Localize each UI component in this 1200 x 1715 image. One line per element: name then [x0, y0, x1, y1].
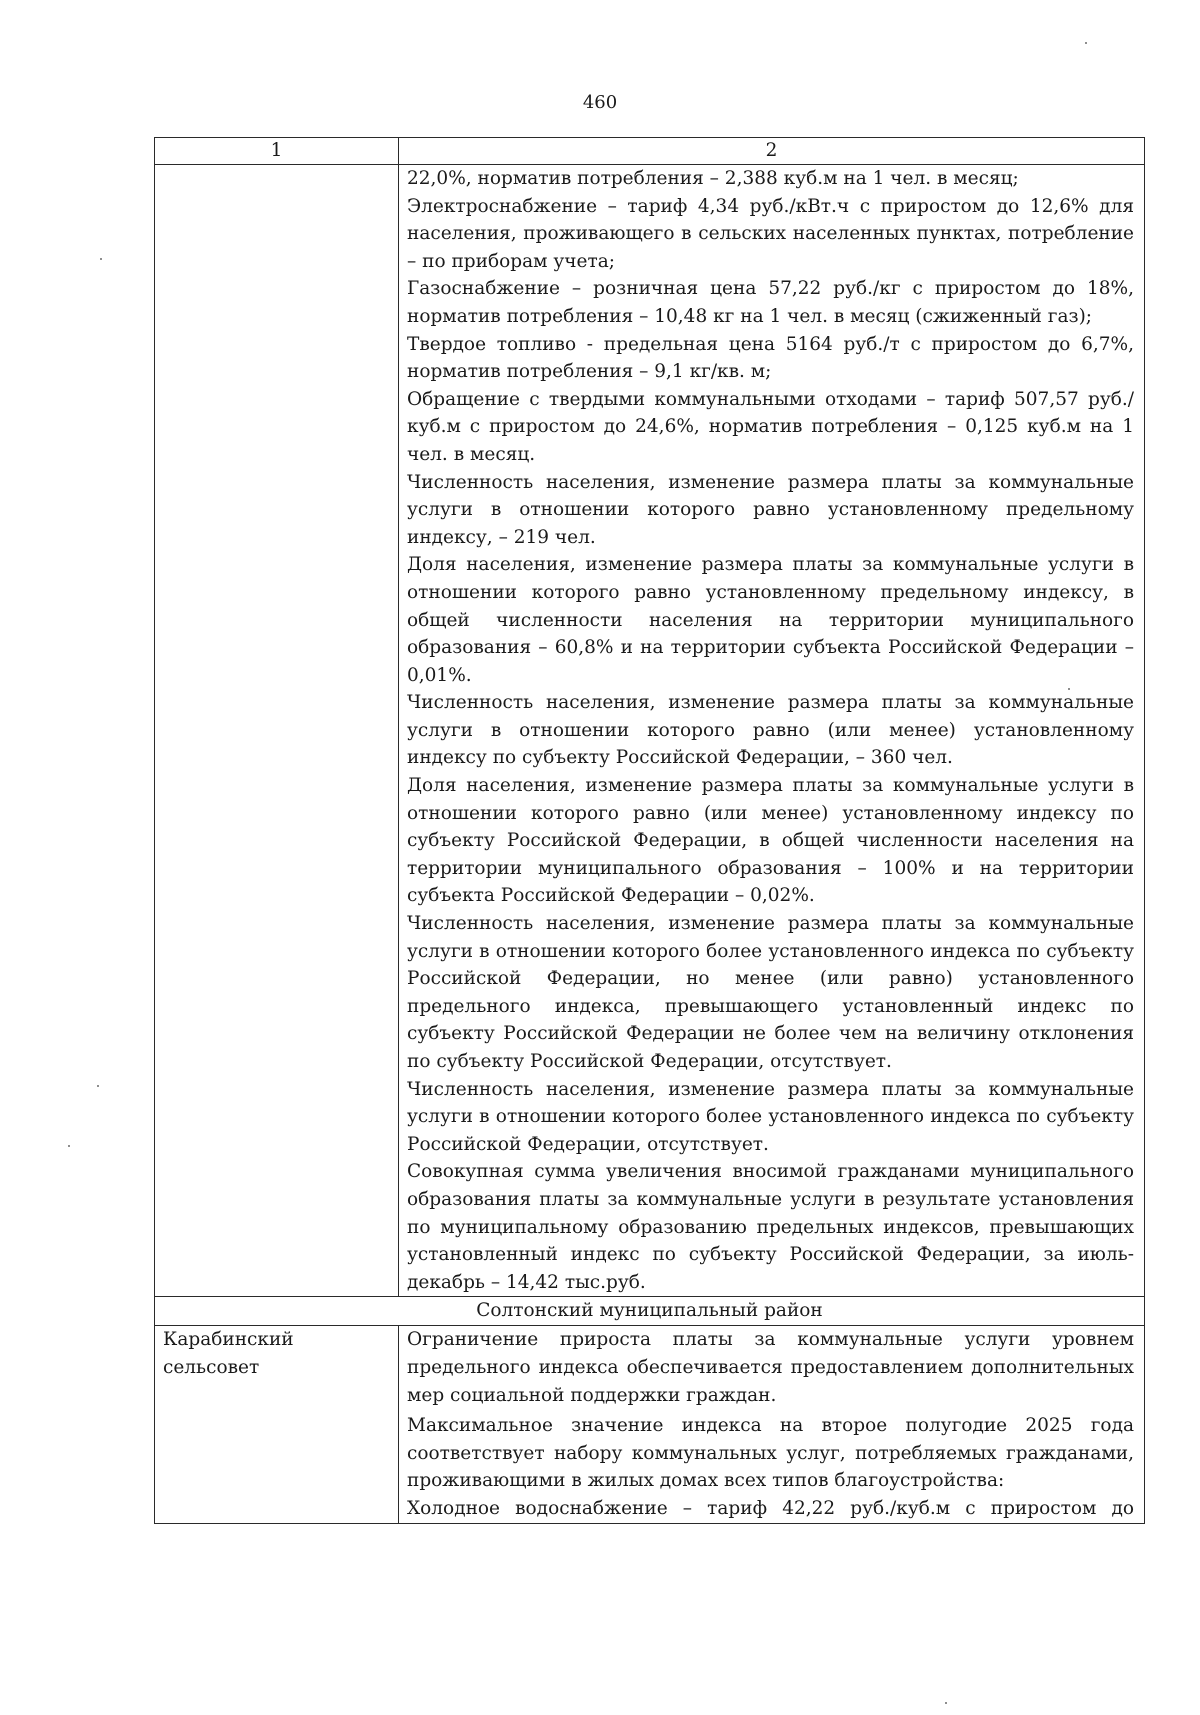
- section-title: Солтонский муниципальный район: [155, 1297, 1145, 1326]
- page-number: 460: [582, 92, 618, 113]
- table-row-continued: [155, 165, 1145, 1297]
- utility-tariff-table: [154, 137, 1145, 1524]
- paragraph-total-increase: Совокупная сумма увеличения вносимой гражданами муниципального образования платы за коммунальные услуги в результате установления по муниципальному образованию предельных индексов, превышающих установленный индекс по субъекту Российской Федерации, за июль-декабрь – 14,42 тыс.руб.: [407, 1161, 1134, 1293]
- paragraph-population-equal-limit: Численность населения, изменение размера платы за коммунальные услуги в отношении которого равно установленному предельному индексу, – 219 чел.: [407, 471, 1134, 548]
- paragraph-cold-water: Холодное водоснабжение – тариф 42,22 руб./куб.м с приростом до: [407, 1497, 1134, 1519]
- scan-speck: [97, 1085, 99, 1087]
- paragraph-electricity: Электроснабжение – тариф 4,34 руб./кВт.ч с приростом до 12,6% для населения, проживающего в сельских населенных пунктах, потребление – по приборам учета;: [407, 195, 1134, 272]
- paragraph-cold-water-norm: 22,0%, норматив потребления – 2,388 куб.м на 1 чел. в месяц;: [407, 168, 1019, 189]
- scan-speck: [1068, 688, 1070, 690]
- paragraph-share-below-index: Доля населения, изменение размера платы за коммунальные услуги в отношении которого равно (или менее) установленному индексу по субъекту Российской Федерации, в общей численности населения на территории муниципального образования – 100% и на территории субъекта Российской Федерации – 0,02%.: [407, 775, 1134, 907]
- table-row-karabinsky: [155, 1326, 1145, 1523]
- section-row: [155, 1297, 1145, 1326]
- column-header-1: 1: [155, 138, 399, 165]
- paragraph-share-equal-limit: Доля населения, изменение размера платы за коммунальные услуги в отношении которого равно установленному предельному индексу, в общей численности населения на территории муниципального образования – 60,8% и на территории субъекта Российской Федерации – 0,01%.: [407, 554, 1134, 686]
- scan-speck: [945, 1702, 947, 1704]
- municipality-cell: [155, 1326, 399, 1523]
- paragraph-solid-fuel: Твердое топливо - предельная цена 5164 руб./т с приростом до 6,7%, норматив потребления – 9,1 кг/кв. м;: [407, 333, 1134, 383]
- scan-speck: [68, 1145, 70, 1147]
- paragraph-population-above-index-within-deviation: Численность населения, изменение размера платы за коммунальные услуги в отношении которого более установленного индекса по субъекту Российской Федерации, но менее (или равно) установленного предельного индекса, превышающего установленный индекс по субъекту Российской Федерации не более чем на величину отклонения по субъекту Российской Федерации, отсутствует.: [407, 913, 1134, 1072]
- paragraph-waste: Обращение с твердыми коммунальными отходами – тариф 507,57 руб./куб.м с приростом до 24,6%, норматив потребления – 0,125 куб.м на 1 чел. в месяц.: [407, 388, 1134, 465]
- column-header-2: 2: [399, 138, 1145, 165]
- paragraph-gas: Газоснабжение – розничная цена 57,22 руб./кг с приростом до 18%, норматив потребления – 10,48 кг на 1 чел. в месяц (сжиженный газ);: [407, 278, 1134, 327]
- paragraph-max-index: Максимальное значение индекса на второе полугодие 2025 года соответствует набору коммунальных услуг, потребляемых гражданами, проживающими в жилых домах всех типов благоустройства:: [407, 1415, 1134, 1492]
- municipality-cell-empty: [155, 165, 399, 1297]
- municipality-name-line1: Карабинский: [163, 1329, 294, 1351]
- description-cell: [399, 165, 1145, 1297]
- municipality-name-line2: сельсовет: [163, 1356, 260, 1378]
- scan-speck: [100, 258, 102, 260]
- paragraph-population-below-index: Численность населения, изменение размера платы за коммунальные услуги в отношении которого равно (или менее) установленному индексу по субъекту Российской Федерации, – 360 чел.: [407, 692, 1134, 769]
- scan-speck: [1085, 42, 1087, 44]
- table-header-row: [155, 138, 1145, 165]
- paragraph-population-above-index: Численность населения, изменение размера платы за коммунальные услуги в отношении которого более установленного индекса по субъекту Российской Федерации, отсутствует.: [407, 1078, 1134, 1155]
- paragraph-limit-growth: Ограничение прироста платы за коммунальные услуги уровнем предельного индекса обеспечивается предоставлением дополнительных мер социальной поддержки граждан.: [407, 1329, 1134, 1406]
- description-cell: [399, 1326, 1145, 1523]
